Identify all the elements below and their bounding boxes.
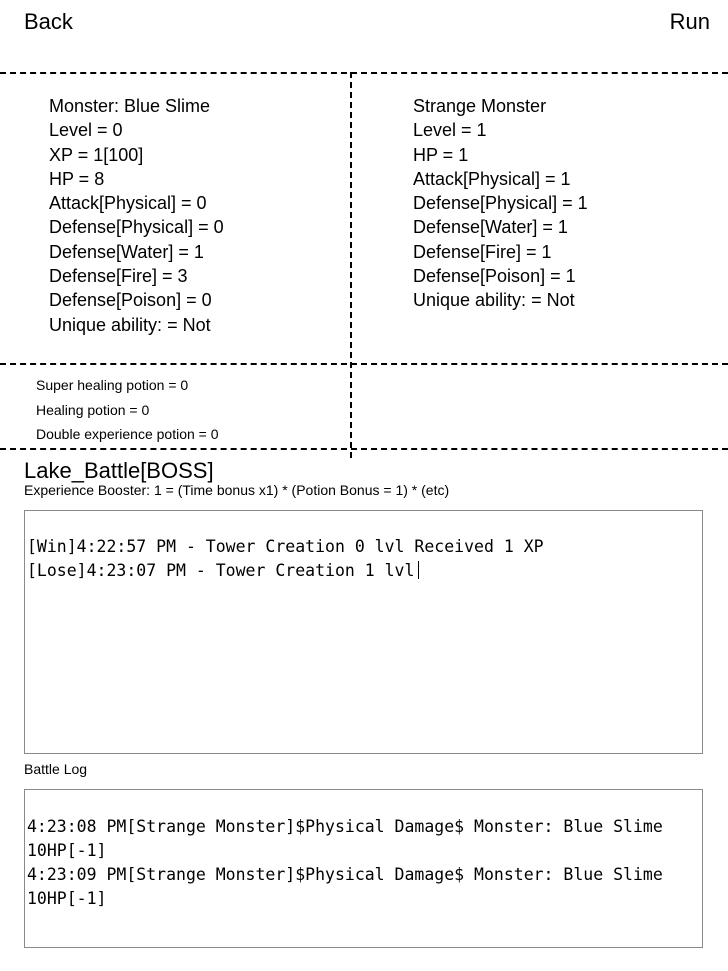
results-log-line: [Win]4:22:57 PM - Tower Creation 0 lvl Received 1 XP bbox=[27, 537, 544, 556]
battle-log-line: 4:23:09 PM[Strange Monster]$Physical Damage$ Monster: Blue Slime 10HP[-1] bbox=[27, 865, 673, 908]
enemy-stats-panel bbox=[413, 94, 588, 313]
back-button[interactable]: Back bbox=[24, 9, 73, 34]
player-monster-name: Monster: Blue Slime bbox=[49, 96, 211, 116]
player-hp: HP = 8 bbox=[49, 168, 105, 189]
divider-vertical bbox=[350, 72, 352, 458]
potion-inventory bbox=[36, 373, 219, 447]
enemy-monster-name: Strange Monster bbox=[413, 96, 547, 116]
battle-log-line: 4:23:08 PM[Strange Monster]$Physical Damage$ Monster: Blue Slime 10HP[-1] bbox=[27, 817, 673, 860]
results-log-line: [Lose]4:23:07 PM - Tower Creation 1 lvl bbox=[27, 561, 415, 580]
player-defense-physical: Defense[Physical] = 0 bbox=[49, 217, 224, 238]
experience-booster-text: Experience Booster: 1 = (Time bonus x1) * (Potion Bonus = 1) * (etc) bbox=[24, 482, 450, 498]
battle-log-textbox[interactable] bbox=[24, 789, 703, 948]
results-log-textbox[interactable] bbox=[24, 510, 703, 754]
healing-potion[interactable]: Healing potion = 0 bbox=[36, 401, 150, 418]
player-xp: XP = 1[100] bbox=[49, 144, 144, 165]
player-defense-water: Defense[Water] = 1 bbox=[49, 241, 204, 262]
divider-middle bbox=[0, 363, 728, 365]
player-level: Level = 0 bbox=[49, 120, 123, 141]
enemy-attack-physical: Attack[Physical] = 1 bbox=[413, 168, 571, 189]
super-healing-potion[interactable]: Super healing potion = 0 bbox=[36, 377, 189, 393]
player-defense-poison: Defense[Poison] = 0 bbox=[49, 290, 212, 311]
divider-top bbox=[0, 72, 728, 74]
enemy-defense-fire: Defense[Fire] = 1 bbox=[413, 241, 552, 262]
double-experience-potion[interactable]: Double experience potion = 0 bbox=[36, 426, 219, 442]
enemy-defense-poison: Defense[Poison] = 1 bbox=[413, 266, 576, 287]
enemy-level: Level = 1 bbox=[413, 120, 487, 141]
enemy-hp: HP = 1 bbox=[413, 144, 469, 165]
enemy-defense-physical: Defense[Physical] = 1 bbox=[413, 193, 588, 214]
run-button[interactable]: Run bbox=[669, 9, 710, 34]
player-unique-ability: Unique ability: = Not bbox=[49, 314, 211, 335]
text-cursor bbox=[418, 561, 419, 579]
battle-log-label: Battle Log bbox=[24, 761, 88, 777]
battle-location-title: Lake_Battle[BOSS] bbox=[24, 458, 214, 483]
top-bar bbox=[0, 0, 728, 72]
player-stats-panel bbox=[49, 94, 224, 337]
enemy-defense-water: Defense[Water] = 1 bbox=[413, 217, 568, 238]
player-attack-physical: Attack[Physical] = 0 bbox=[49, 193, 207, 214]
enemy-unique-ability: Unique ability: = Not bbox=[413, 290, 575, 311]
divider-bottom bbox=[0, 448, 728, 450]
player-defense-fire: Defense[Fire] = 3 bbox=[49, 266, 188, 287]
